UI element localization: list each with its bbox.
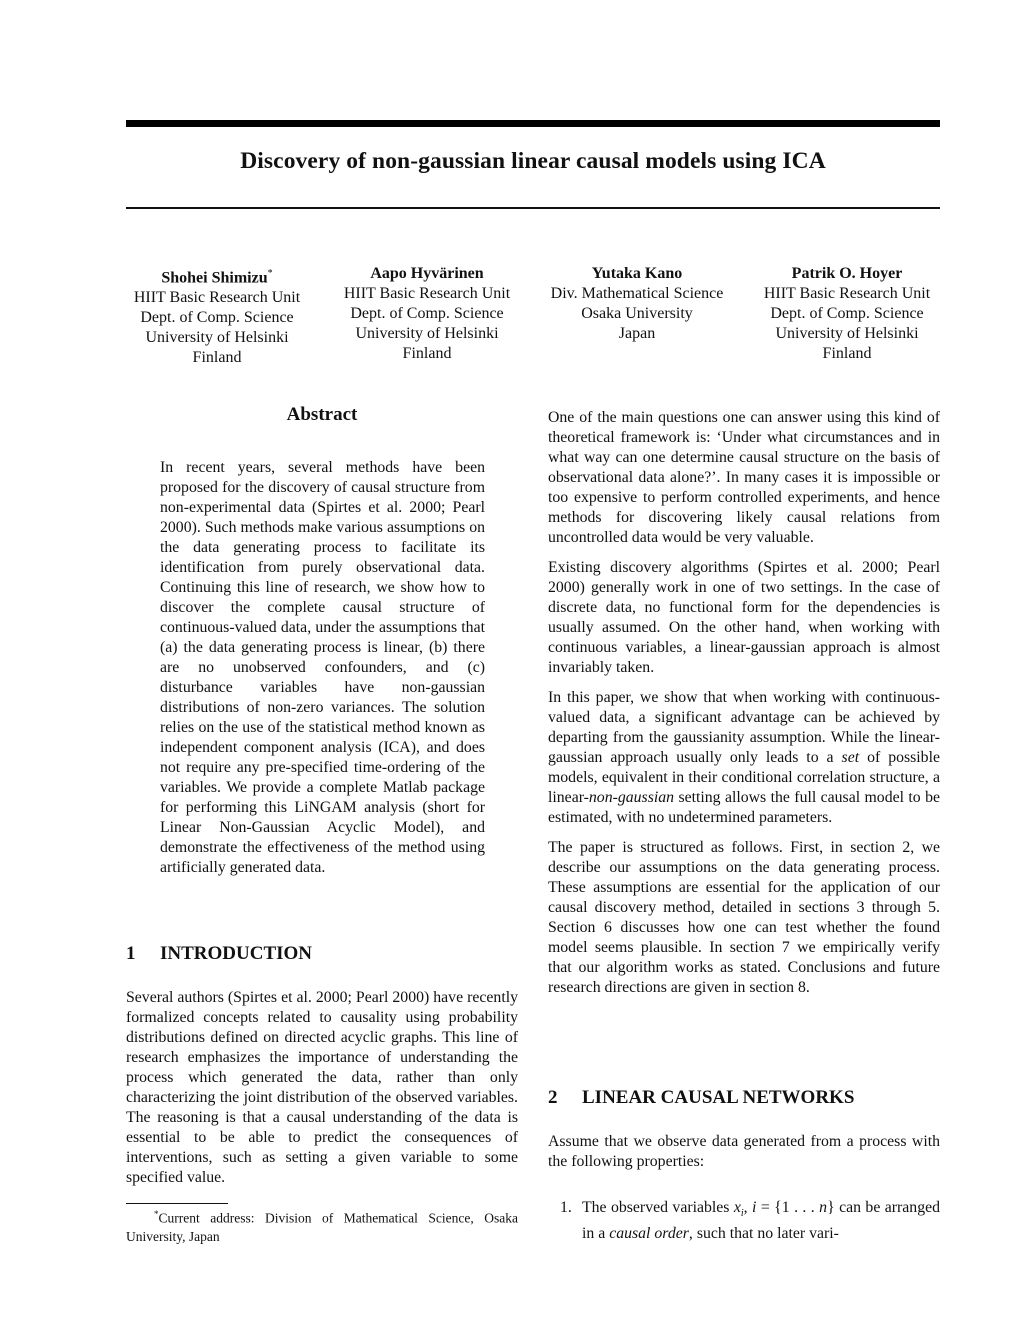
section-2-heading	[548, 1087, 854, 1109]
affiliation-line: Finland	[822, 345, 872, 362]
author-block	[112, 264, 952, 368]
list-number: 1.	[560, 1199, 572, 1216]
footnote-marker: *	[267, 268, 273, 279]
section-1-heading	[126, 943, 312, 965]
section-title: INTRODUCTION	[160, 943, 313, 964]
math-subscript: i	[740, 1208, 744, 1220]
author-name: Aapo Hyvärinen	[370, 265, 484, 282]
text-run: } can be arranged in a	[582, 1199, 940, 1243]
abstract-text: In recent years, several methods have been proposed for the discovery of causal structure from non-experimental data (Spirtes et al. 2000; Pearl 2000). Such methods make various assumptions on the data generating process to facilitate its identification from purely observational data. Continuing this line of research, we show how to discover the complete causal structure of continuous-valued data, under the assumptions that (a) the data generating process is linear, (b) there are no unobserved confounders, and (c) disturbance variables have non-gaussian distributions of non-zero variances. The solution relies on the use of the statistical method known as independent component analysis (ICA), and does not require any pre-specified time-ordering of the variables. We provide a complete Matlab package for performing this LiNGAM analysis (short for Linear Non-Gaussian Acyclic Model), and demonstrate the effectiveness of the method using artificially generated data.	[160, 459, 485, 876]
affiliation-line: HIIT Basic Research Unit	[343, 285, 511, 302]
author-2	[322, 264, 532, 368]
author-name: Yutaka Kano	[591, 265, 683, 282]
affiliation-line: HIIT Basic Research Unit	[133, 289, 301, 307]
right-column-body	[548, 408, 940, 998]
list-text	[582, 1198, 940, 1244]
affiliation-line: Osaka University	[581, 305, 693, 322]
section-title: LINEAR CAUSAL NETWORKS	[582, 1087, 855, 1108]
author-4	[742, 264, 952, 368]
math-variable: x	[733, 1199, 741, 1216]
footnote-marker: *	[154, 1209, 159, 1219]
paragraph	[548, 688, 940, 828]
abstract-heading: Abstract	[286, 404, 358, 425]
title-top-rule	[126, 120, 940, 127]
paragraph: The paper is structured as follows. First, in section 2, we describe our assumptions on the data generating process. These assumptions are essential for the application of our causal discovery method, detailed in sections 3 through 5. Section 6 discusses how one can test whether the found model seems plausible. In section 7 we empirically verify that our algorithm works as stated. Conclusions and future research directions are given in section 8.	[548, 839, 940, 996]
author-name: Patrik O. Hoyer	[791, 265, 903, 282]
author-1	[112, 264, 322, 368]
emphasis: non-gaussian	[588, 789, 675, 806]
introduction-body	[126, 988, 518, 1188]
affiliation-line: Finland	[402, 345, 452, 362]
text-run: , such that no later vari-	[688, 1225, 839, 1243]
paper-title: Discovery of non-gaussian linear causal models using ICA	[240, 148, 826, 174]
author-name: Shohei Shimizu	[161, 269, 268, 287]
paragraph: Assume that we observe data generated from a process with the following properties:	[548, 1133, 940, 1170]
affiliation-line: University of Helsinki	[145, 329, 289, 347]
footnote-text: Current address: Division of Mathematical Science, Osaka University, Japan	[126, 1210, 518, 1244]
affiliation-line: Dept. of Comp. Science	[140, 309, 294, 327]
math-variable: i	[752, 1199, 757, 1216]
footnote-rule	[126, 1203, 228, 1204]
text-run: ,	[743, 1199, 753, 1216]
emphasis: set	[841, 749, 860, 766]
text-run: In this paper, we show that when working with continuous-valued data, a significant advantage can be achieved by departing from the gaussianity assumption. While the linear-gaussian approach usually only leads to a	[548, 689, 940, 766]
affiliation-line: Japan	[618, 325, 656, 342]
section-2-body	[548, 1132, 940, 1172]
emphasis: causal order	[609, 1225, 689, 1243]
math-variable: n	[819, 1199, 828, 1216]
text-run: of possible models, equivalent in their conditional correlation structure, a linear-	[548, 749, 940, 806]
affiliation-line: Div. Mathematical Science	[550, 285, 724, 302]
paragraph: Existing discovery algorithms (Spirtes et al. 2000; Pearl 2000) generally work in one of two settings. In the case of discrete data, no functional form for the dependencies is usually assumed. On the other hand, when working with continuous variables, a linear-gaussian approach is almost invariably taken.	[548, 559, 940, 676]
footnote	[126, 1205, 518, 1246]
paragraph: One of the main questions one can answer using this kind of theoretical framework is: ‘Under what circumstances and in what way can one determine causal structure on the basis of observational data alone?’. In many cases it is impossible or too expensive to perform controlled experiments, and hence methods for discovering likely causal relations from uncontrolled data would be very valuable.	[548, 409, 940, 546]
text-run: The observed variables	[582, 1199, 734, 1216]
text-run: setting allows the full causal model to be estimated, with no undetermined parameters.	[548, 789, 940, 826]
affiliation-line: University of Helsinki	[355, 325, 499, 342]
title-bottom-rule	[126, 207, 940, 209]
affiliation-line: Dept. of Comp. Science	[350, 305, 504, 322]
paragraph: Several authors (Spirtes et al. 2000; Pearl 2000) have recently formalized concepts related to causality using probability distributions defined on directed acyclic graphs. This line of research emphasizes the importance of understanding the process which generated the data, rather than only characterizing the joint distribution of the observed variables. The reasoning is that a causal understanding of the data is essential to be able to predict the consequences of interventions, such as setting a given variable to some specified value.	[126, 989, 518, 1186]
affiliation-line: Dept. of Comp. Science	[770, 305, 924, 322]
section-number: 1	[126, 943, 136, 964]
affiliation-line: HIIT Basic Research Unit	[763, 285, 931, 302]
affiliation-line: University of Helsinki	[775, 325, 919, 342]
section-number: 2	[548, 1087, 558, 1108]
affiliation-line: Finland	[192, 349, 242, 367]
text-run: = {1 . . .	[756, 1199, 820, 1216]
list-item	[548, 1198, 940, 1244]
author-3	[532, 264, 742, 368]
